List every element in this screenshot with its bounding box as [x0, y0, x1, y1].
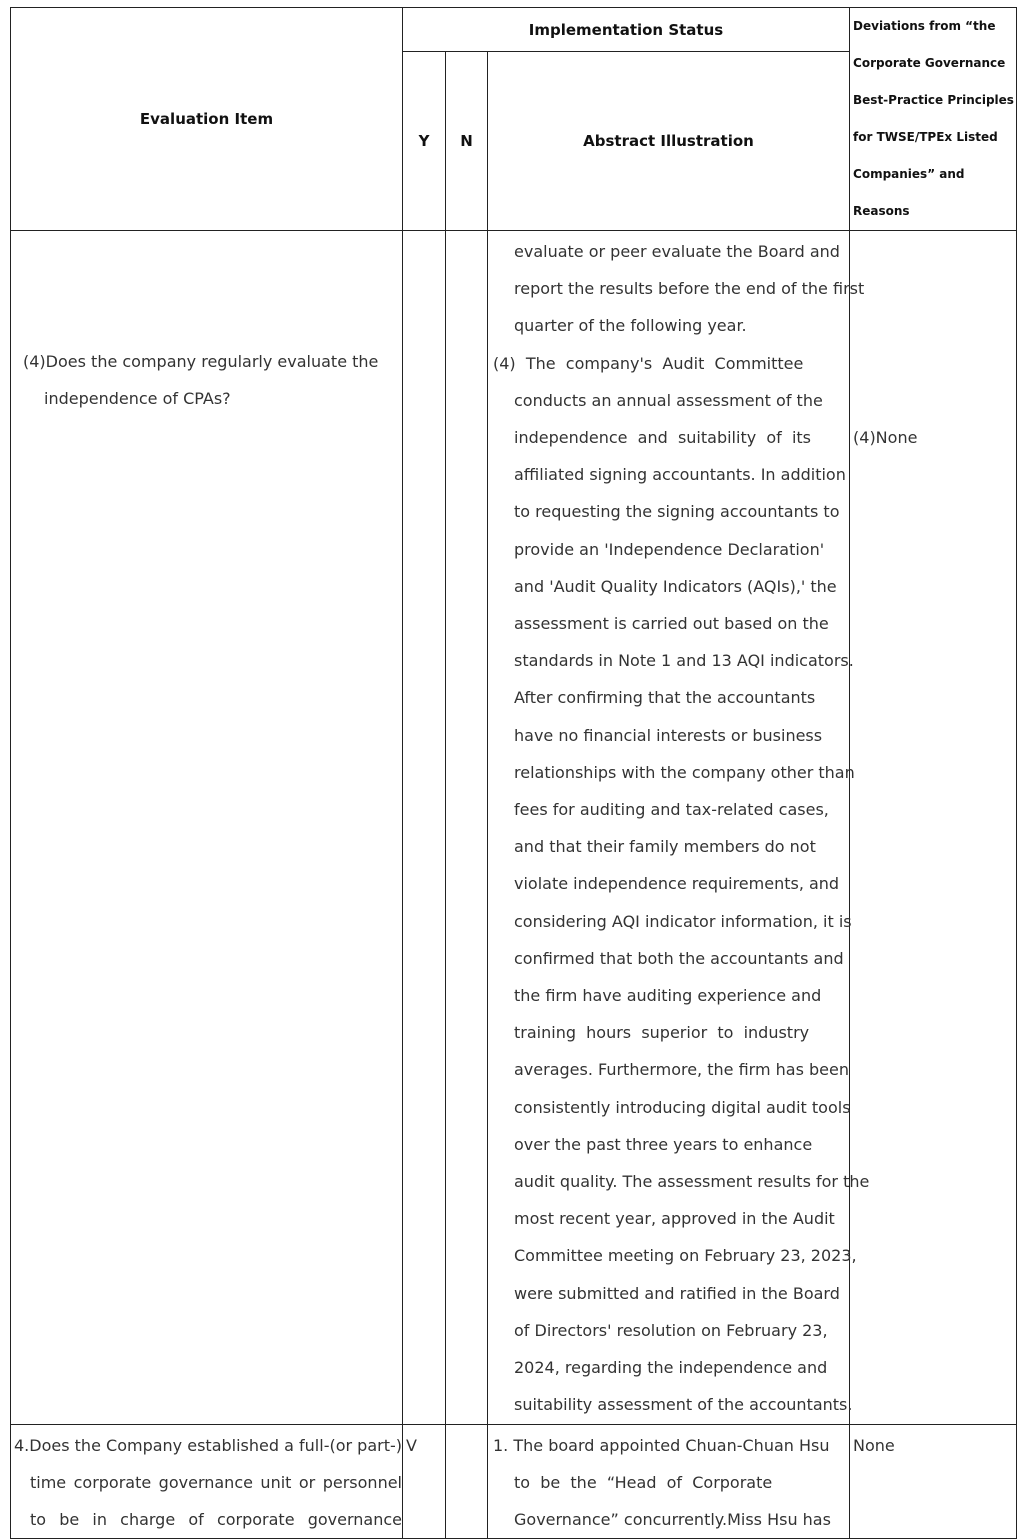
evaluation-item-text — [11, 231, 402, 417]
evaluation-item-cell — [11, 231, 403, 1425]
text-line: and 'Audit Quality Indicators (AQIs),' the — [514, 576, 837, 596]
text-line: (4) The company's Audit Committee — [493, 353, 804, 373]
text-line: (4)Does the company regularly evaluate the — [23, 351, 379, 371]
text-line: audit quality. The assessment results for the — [514, 1172, 870, 1192]
n-cell — [446, 231, 488, 1425]
header-n: N — [446, 52, 488, 231]
text-line: Committee meeting on February 23, 2023, — [514, 1246, 857, 1266]
text-line: After confirming that the accountants — [514, 688, 816, 708]
text-line: Governance” concurrently.Miss Hsu has — [514, 1509, 831, 1529]
text-line: conducts an annual assessment of the — [514, 390, 823, 410]
text-line: standards in Note 1 and 13 AQI indicators. — [514, 651, 854, 671]
deviation-cell — [850, 1424, 1017, 1539]
text-line: averages. Furthermore, the firm has been — [514, 1060, 849, 1080]
evaluation-item-text — [11, 1425, 402, 1539]
deviation-cell — [850, 231, 1017, 1425]
text-line: to be the “Head of Corporate — [514, 1472, 773, 1492]
abstract-illustration-cell — [488, 231, 870, 1425]
abstract-illustration-cell — [488, 1424, 850, 1539]
y-mark: V — [406, 1435, 417, 1455]
table-row — [11, 231, 1017, 1425]
text-line: most recent year, approved in the Audit — [514, 1209, 835, 1229]
text-line: fees for auditing and tax-related cases, — [514, 800, 829, 820]
text-line: to be in charge of corporate governance — [30, 1509, 402, 1529]
text-line: evaluate or peer evaluate the Board and — [514, 242, 840, 261]
text-line: 1. The board appointed Chuan-Chuan Hsu — [493, 1435, 830, 1455]
deviation-text: None — [853, 1435, 895, 1455]
text-line: the firm have auditing experience and — [514, 986, 822, 1006]
text-line: 2024, regarding the independence and — [514, 1358, 828, 1378]
header-abstract-illustration: Abstract Illustration — [488, 52, 850, 231]
y-cell — [403, 231, 446, 1425]
text-line: training hours superior to industry — [514, 1023, 810, 1043]
text-line: provide an 'Independence Declaration' — [514, 539, 825, 559]
text-line: time corporate governance unit or personnel — [30, 1472, 402, 1492]
text-line: confirmed that both the accountants and — [514, 948, 844, 968]
deviations-line: Companies” and Reasons — [853, 167, 965, 218]
header-deviations — [850, 8, 1017, 231]
abstract-illustration-text — [488, 231, 870, 1424]
text-line: report the results before the end of the first — [514, 279, 865, 299]
text-line: consistently introducing digital audit tools — [514, 1097, 851, 1117]
text-line: independence and suitability of its — [514, 428, 812, 448]
deviations-line: Deviations from “the — [853, 19, 996, 33]
text-line: quarter of the following year. — [514, 316, 747, 336]
text-line: suitability assessment of the accountants. — [514, 1395, 853, 1415]
abstract-illustration-text — [488, 1425, 849, 1539]
evaluation-item-cell — [11, 1424, 403, 1539]
text-line: over the past three years to enhance — [514, 1134, 813, 1154]
text-line: assessment is carried out based on the — [514, 614, 829, 634]
text-line: considering AQI indicator information, it is — [514, 911, 852, 931]
text-line: were submitted and ratified in the Board — [514, 1283, 840, 1303]
y-cell — [403, 1424, 446, 1539]
deviations-line: for TWSE/TPEx Listed — [853, 130, 998, 144]
header-y: Y — [403, 52, 446, 231]
text-line: independence of CPAs? — [44, 388, 231, 408]
text-line: violate independence requirements, and — [514, 874, 840, 894]
header-evaluation-item: Evaluation Item — [11, 8, 403, 231]
governance-evaluation-table — [10, 7, 1017, 1539]
header-implementation-status: Implementation Status — [403, 8, 850, 52]
n-cell — [446, 1424, 488, 1539]
text-line: affiliated signing accountants. In addition — [514, 465, 846, 485]
text-line: of Directors' resolution on February 23, — [514, 1320, 828, 1340]
deviation-text: (4)None — [853, 428, 918, 447]
text-line: relationships with the company other than — [514, 762, 855, 782]
text-line: and that their family members do not — [514, 837, 816, 857]
text-line: to requesting the signing accountants to — [514, 502, 840, 522]
deviations-line: Best-Practice Principles — [853, 93, 1014, 107]
table-row — [11, 1424, 1017, 1539]
text-line: 4.Does the Company established a full-(or part-) — [14, 1435, 402, 1455]
deviations-line: Corporate Governance — [853, 56, 1006, 70]
text-line: have no financial interests or business — [514, 725, 823, 745]
